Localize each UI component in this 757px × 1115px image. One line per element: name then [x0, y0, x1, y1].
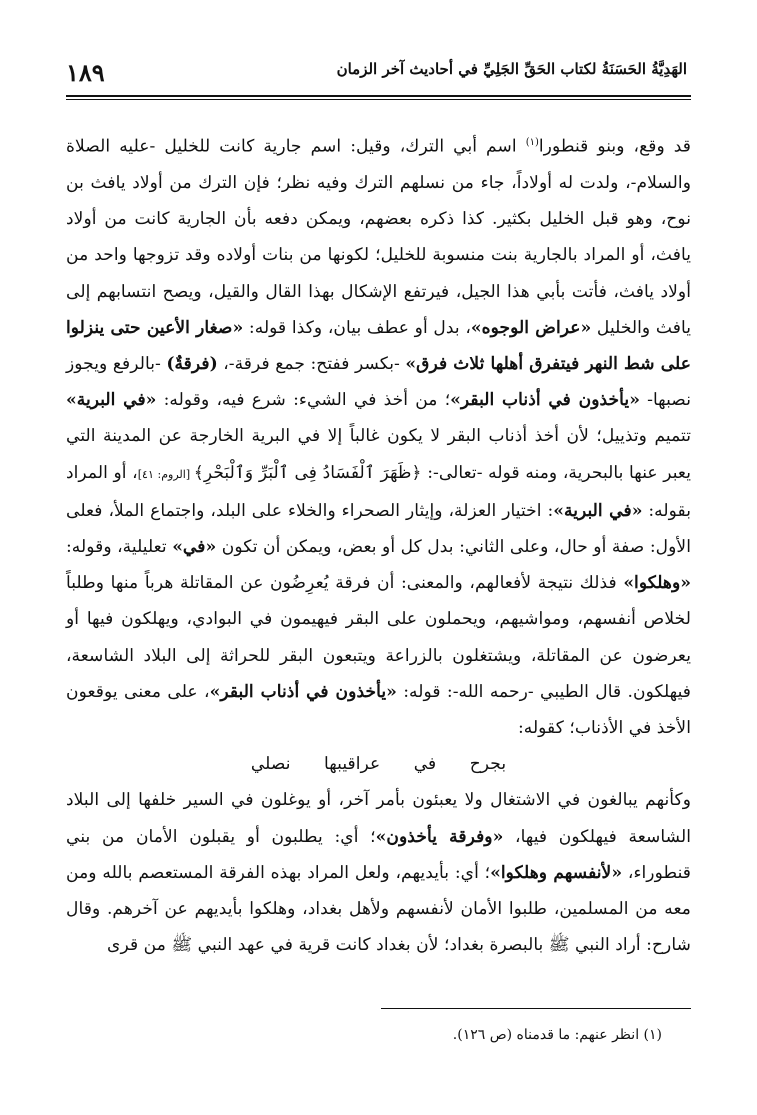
text-run: ، على معنى يوقعون الأخذ في الأذناب؛ كقوله: [66, 681, 691, 738]
text-run: تتميم وتذييل؛ لأن أخذ أذناب البقر لا يكون غالباً إلا في البرية الخارجة عن المدينة التي يعبر عنها بالبحرية، ومنه قوله -تعالى-: [66, 426, 692, 483]
hadith-quote: «وفرقة يأخذون» [375, 826, 504, 847]
hadith-quote: (فرقةٌ) [166, 353, 218, 374]
text-run: : اختيار العزلة، وإيثار الصحراء والخلاء على البلد، واجتماع الملأ، فعلى الأول: صفة أو حال، وعلى الثاني: بدل كل أو بعض، ويمكن أن تكون [66, 500, 691, 557]
main-text [66, 125, 691, 963]
verse-reference: [الروم: ٤١] [137, 467, 194, 481]
text-run: فذلك نتيجة لأفعالهم، والمعنى: أن فرقة يُعرِضُون عن المقاتلة هرباً منها وطلباً لخلاص أنفسهم، ومواشيهم، ويحملون على البقر فيهيمون في البوادي، ويهلكون فيها أو يعرضون عن المقاتلة، ويشتغلون بالزراعة ويتبعون البقر للحراثة إلى البلاد الشاسعة، فيهلكون. قال الطيبي -رحمه الله-: قوله: [66, 573, 692, 702]
hadith-quote: «في البرية» [66, 390, 157, 411]
text-run: اسم أبي الترك، وقيل: اسم جارية كانت للخليل -عليه الصلاة والسلام-، ولدت له أولاداً، جاء من نسلهم الترك وفيه نظر؛ فإن الترك من أولاد يافث بن نوح، وهو قبل الخليل بكثير. كذا ذكره بعضهم، ويمكن دفعه بأن الجارية كانت من أولاد يافث، أو المراد بالجارية بنت منسوبة للخليل؛ لكونها من بنات أولاده وقد تزوجها واحد من أولاد يافث، فأتت بأبي هذا الجيل، فيرتفع الإشكال بهذا القال والقيل، ويصح انتسابهم إلى يافث والخليل [66, 136, 692, 338]
hadith-quote: «لأنفسهم وهلكوا» [490, 862, 623, 883]
hadith-quote: «عراض الوجوه» [470, 317, 592, 338]
text-run: ؛ أي: بأيديهم، ولعل المراد بهذه الفرقة المستعصم بالله ومن معه من المسلمين، طلبوا الأمان لأنفسهم ولأهل بغداد، وهلكوا بأيديهم عن آخرهم. وقال شارح: أراد النبي ﷺ بالبصرة بغداد؛ لأن بغداد كانت قرية في عهد النبي ﷺ من قرى [66, 862, 691, 956]
text-run: ؛ من أخذ في الشيء: شرع فيه، وقوله: [156, 390, 451, 411]
text-run: ، أو المراد بقوله: [66, 462, 691, 521]
header-divider-thin [66, 99, 691, 100]
footnote: (١) انظر عنهم: ما قدمناه (ص ١٢٦). [452, 1027, 662, 1043]
text-run: قد وقع، وبنو قنطورا [538, 136, 692, 157]
running-header: الهَدِيَّةُ الحَسَنَةُ لكتاب الحَقِّ الجَلِيِّ في أحاديث آخر الزمان [336, 60, 687, 78]
hadith-quote: «في البرية» [553, 500, 643, 521]
text-run: تعليلية، وقوله: [66, 536, 173, 557]
hadith-quote: «يأخذون في أذناب البقر» [450, 390, 640, 411]
text-run: -بكسر ففتح: جمع فرقة-، [217, 353, 406, 374]
paragraph-2 [66, 782, 691, 963]
hadith-quote: «صغار الأعين حتى ينزلوا على شط النهر فيتفرق أهلها ثلاث فرق» [66, 317, 691, 374]
text-run: وكأنهم يبالغون في الاشتغال ولا يعبئون بأمر آخر، أو يوغلون في السير خلفها إلى البلاد الشاسعة فيهلكون فيها، [66, 790, 691, 847]
hadith-quote: «يأخذون في أذناب البقر» [209, 681, 397, 702]
text-run: -بالرفع ويجوز نصبها- [66, 353, 691, 411]
paragraph-1 [66, 125, 691, 746]
footnote-divider [381, 1008, 691, 1009]
hadith-quote: «وهلكوا» [623, 573, 691, 594]
poetry-verse: بجرح في عراقيبها نصلي [250, 754, 507, 775]
text-run: ؛ أي: يطلبون أو يقبلون الأمان من بني قنطوراء، [66, 826, 691, 883]
text-run: ، بدل أو عطف بيان، وكذا قوله: [243, 317, 471, 338]
hadith-quote: «في» [172, 536, 217, 557]
quran-verse: ﴿ظَهَرَ ٱلْفَسَادُ فِى ٱلْبَرِّ وَٱلْبَحْرِ﴾ [193, 462, 422, 483]
page-number: ١٨٩ [66, 58, 105, 87]
footnote-marker: (١) [525, 137, 539, 148]
header-divider [66, 95, 691, 97]
